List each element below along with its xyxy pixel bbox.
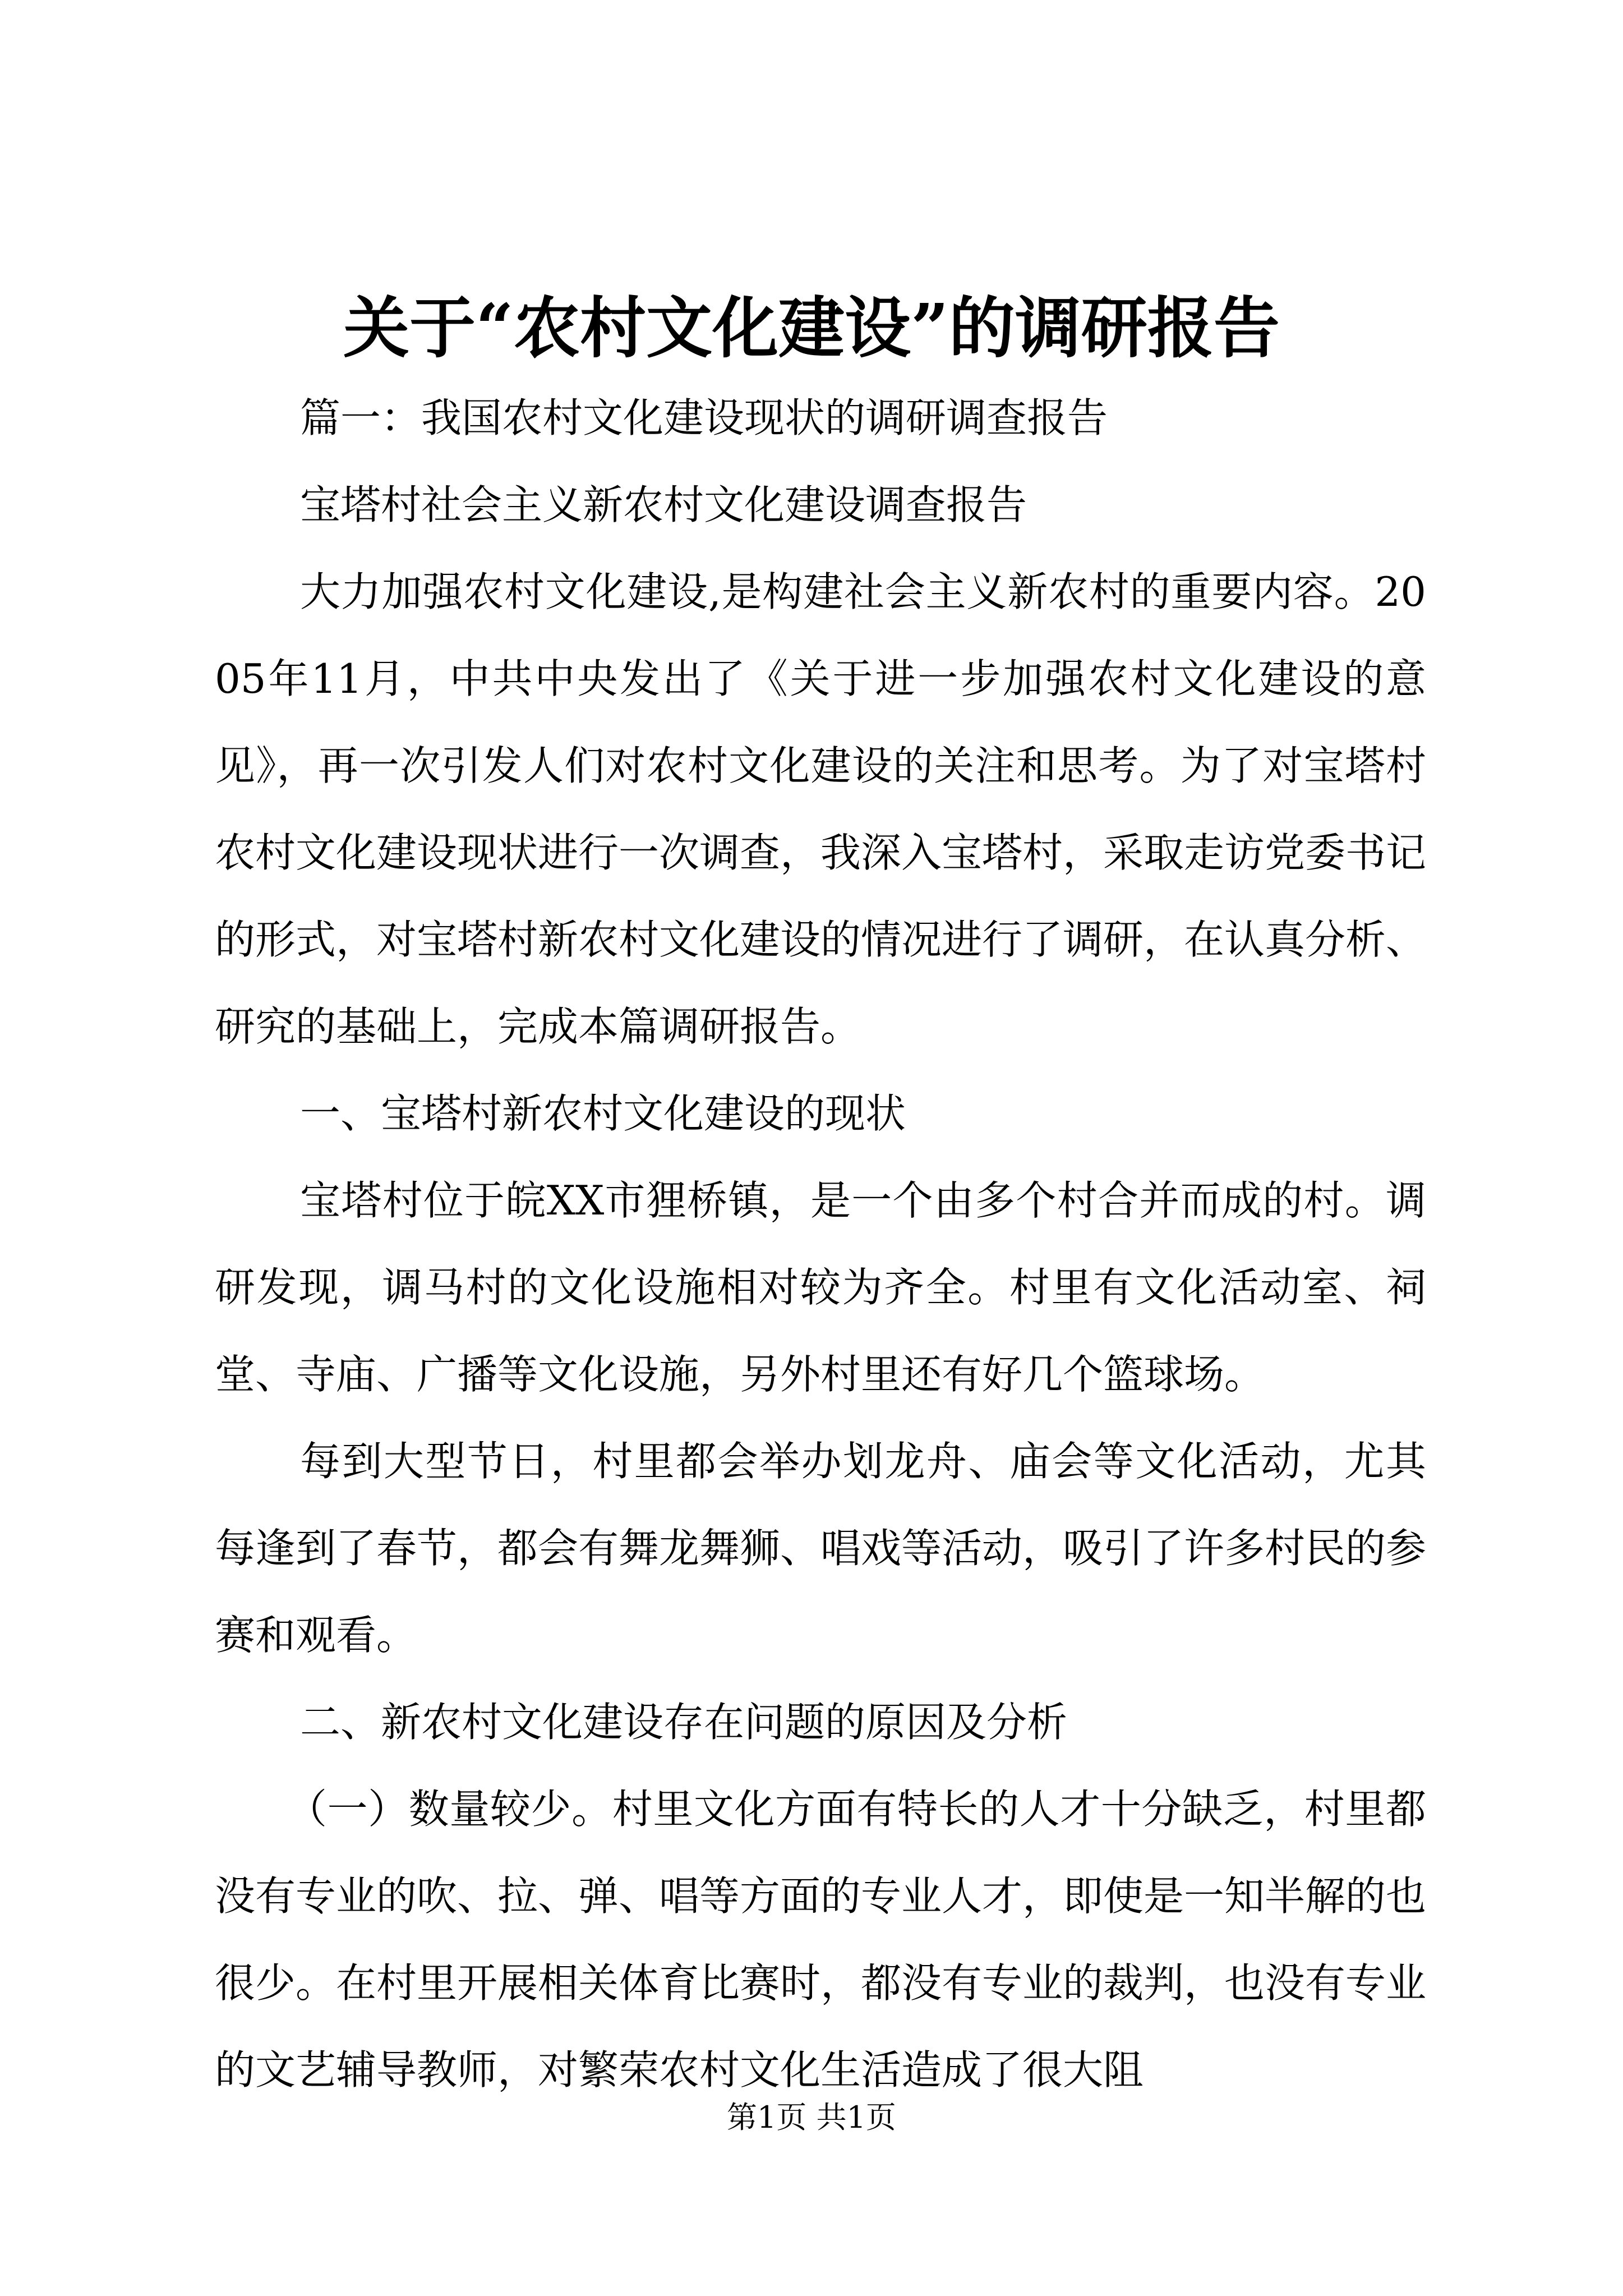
paragraph-heading-1: 篇一：我国农村文化建设现状的调研调查报告: [300, 394, 1108, 441]
paragraph-subtitle: 宝塔村社会主义新农村文化建设调查报告: [300, 481, 1027, 528]
document-title: 关于“农村文化建设”的调研报告: [343, 289, 1280, 367]
paragraph-problems: （一）数量较少。村里文化方面有特长的人才十分缺乏，村里都没有专业的吹、拉、弹、唱等方面的专业人才，即使是一知半解的也很少。在村里开展相关体育比赛时，都没有专业的裁判，也没有专业的文艺辅导教师，对繁荣农村文化生活造成了很大阻: [215, 1786, 1427, 2093]
paragraph-festivals: 每到大型节日，村里都会举办划龙舟、庙会等文化活动，尤其每逢到了春节，都会有舞龙舞狮、唱戏等活动，吸引了许多村民的参赛和观看。: [215, 1438, 1427, 1659]
page-footer: 第1页 共1页: [727, 2100, 896, 2135]
section-heading-1: 一、宝塔村新农村文化建设的现状: [300, 1090, 906, 1137]
paragraph-intro: 大力加强农村文化建设,是构建社会主义新农村的重要内容。2005年11月，中共中央发出了《关于进一步加强农村文化建设的意见》，再一次引发人们对农村文化建设的关注和思考。为了对宝塔村农村文化建设现状进行一次调查，我深入宝塔村，采取走访党委书记的形式，对宝塔村新农村文化建设的情况进行了调研，在认真分析、研究的基础上，完成本篇调研报告。: [215, 568, 1427, 1050]
paragraph-location: 宝塔村位于皖XX市狸桥镇，是一个由多个村合并而成的村。调研发现，调马村的文化设施相对较为齐全。村里有文化活动室、祠堂、寺庙、广播等文化设施，另外村里还有好几个篮球场。: [215, 1177, 1426, 1398]
section-heading-2: 二、新农村文化建设存在问题的原因及分析: [300, 1699, 1068, 1746]
document-body: [215, 375, 1426, 2114]
